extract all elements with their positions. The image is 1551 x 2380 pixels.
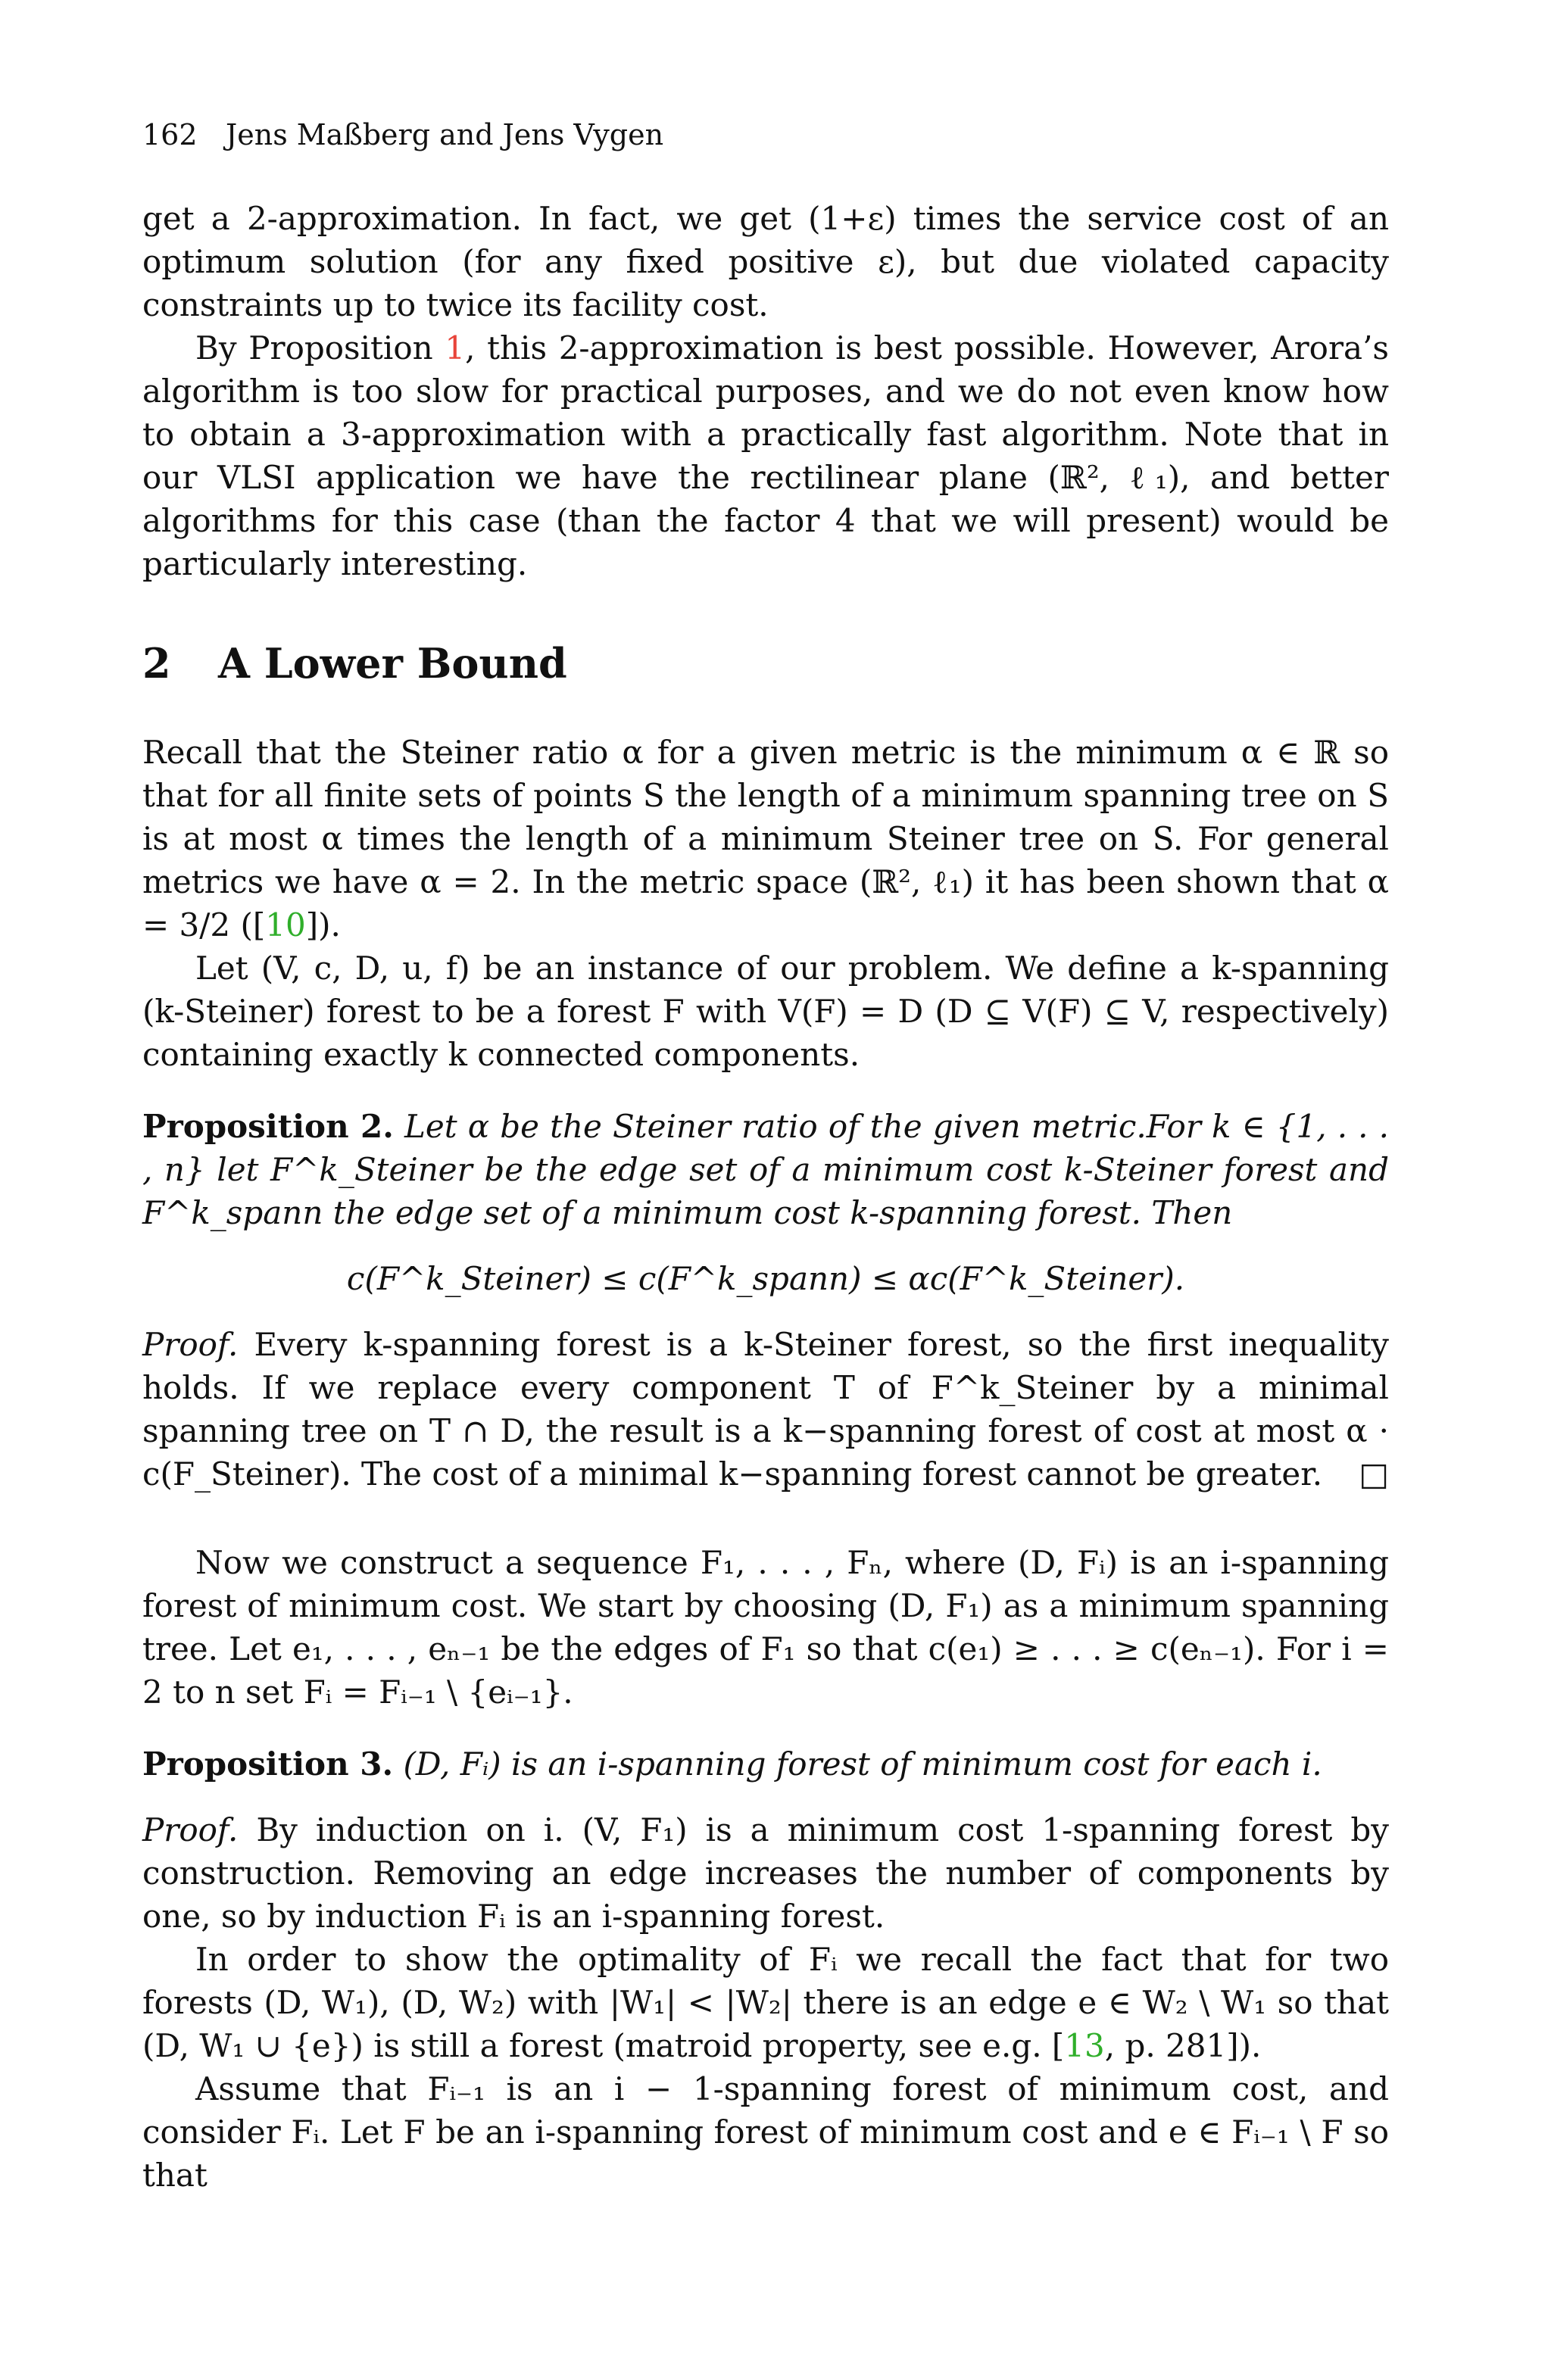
paragraph-induction-step: Assume that Fᵢ₋₁ is an i − 1-spanning forest of minimum cost, and consider Fᵢ. Let F be an i-spanning forest of minimum cost and e ∈ Fᵢ₋₁ \ F so that (142, 2070, 1389, 2194)
paragraph-matroid (142, 1938, 1389, 2067)
text: , this 2-approximation is best possible. However, Arora’s algorithm is too slow for practical purposes, and we do not even know how to obtain a 3-approximation with a practically fast algorithm. Note that in our VLSI application we have the rectilinear plane (ℝ², ℓ₁), and better algorithms for this case (than the factor 4 that we will present) would be particularly interesting. (142, 329, 1389, 582)
page (142, 114, 1389, 2197)
text: By Proposition (195, 329, 445, 367)
equation-inequality: c(F^k_Steiner) ≤ c(F^k_spann) ≤ αc(F^k_Steiner). (346, 1260, 1185, 1297)
proposition-3 (142, 1742, 1389, 1786)
qed-icon: □ (1359, 1455, 1389, 1493)
proposition-3-label: Proposition 3. (142, 1745, 394, 1783)
text: Recall that the Steiner ratio α for a given metric is the minimum α ∈ ℝ so that for all finite sets of points S the length of a minimum spanning tree on S is at most α times the length of a minimum Steiner tree on S. For general metrics we have α = 2. In the metric space (ℝ², ℓ₁) it has been shown that α = 3/2 ([ (142, 734, 1389, 944)
text: , p. 281]). (1104, 2027, 1262, 2064)
citation-13-link[interactable]: 13 (1064, 2027, 1105, 2064)
proof-proposition-3 (142, 1808, 1389, 1938)
text: ]). (305, 906, 341, 944)
paragraph-sequence: Now we construct a sequence F₁, . . . , Fₙ, where (D, Fᵢ) is an i-spanning forest of minimum cost. We start by choosing (D, F₁) as a minimum spanning tree. Let e₁, . . . , eₙ₋₁ be the edges of F₁ so that c(e₁) ≥ . . . ≥ c(eₙ₋₁). For i = 2 to n set Fᵢ = Fᵢ₋₁ \ {eᵢ₋₁}. (142, 1544, 1389, 1711)
proof-proposition-2 (142, 1323, 1389, 1496)
paragraph-definition: Let (V, c, D, u, f) be an instance of our problem. We define a k-spanning (k-Steiner) forest to be a forest F with V(F) = D (D ⊆ V(F) ⊆ V, respectively) containing exactly k connected components. (142, 950, 1389, 1073)
proof-text: By induction on i. (V, F₁) is a minimum cost 1-spanning forest by construction. Removing an edge increases the number of components by one, so by induction Fᵢ is an i-spanning forest. (142, 1811, 1389, 1935)
paragraph-approximation: get a 2-approximation. In fact, we get (1+ε) times the service cost of an optimum solution (for any fixed positive ε), but due violated capacity constraints up to twice its facility cost. (142, 200, 1389, 323)
text: In order to show the optimality of Fᵢ we recall the fact that for two forests (D, W₁), (D, W₂) with |W₁| < |W₂| there is an edge e ∈ W₂ \ W₁ so that (D, W₁ ∪ {e}) is still a forest (matroid property, see e.g. [ (142, 1941, 1389, 2064)
proof-label: Proof. (142, 1326, 239, 1363)
section-title: A Lower Bound (218, 639, 567, 688)
proof-text: Every k-spanning forest is a k-Steiner forest, so the first inequality holds. If we replace every component T of F^k_Steiner by a minimal spanning tree on T ∩ D, the result is a k−spanning forest of cost at most α · c(F_Steiner). The cost of a minimal k−spanning forest cannot be greater. (142, 1326, 1389, 1493)
proposition-1-link[interactable]: 1 (445, 329, 466, 367)
paragraph-proposition-1-remark (142, 326, 1389, 585)
section-number: 2 (142, 639, 171, 688)
proof-label: Proof. (142, 1811, 239, 1848)
running-authors: Jens Maßberg and Jens Vygen (226, 118, 664, 151)
proposition-2-label: Proposition 2. (142, 1108, 394, 1145)
proposition-3-statement: (D, Fᵢ) is an i-spanning forest of minimum cost for each i. (403, 1745, 1322, 1783)
page-number: 162 (142, 118, 198, 151)
running-header (142, 114, 1389, 159)
citation-10-link[interactable]: 10 (265, 906, 306, 944)
paragraph-steiner-ratio (142, 731, 1389, 947)
proposition-2-statement: Let α be the Steiner ratio of the given metric.For k ∈ {1, . . . , n} let F^k_Steiner be the edge set of a minimum cost k-Steiner forest and F^k_spann the edge set of a minimum cost k-spanning forest. Then (142, 1108, 1390, 1231)
section-heading (142, 639, 1389, 688)
proposition-2 (142, 1105, 1389, 1234)
